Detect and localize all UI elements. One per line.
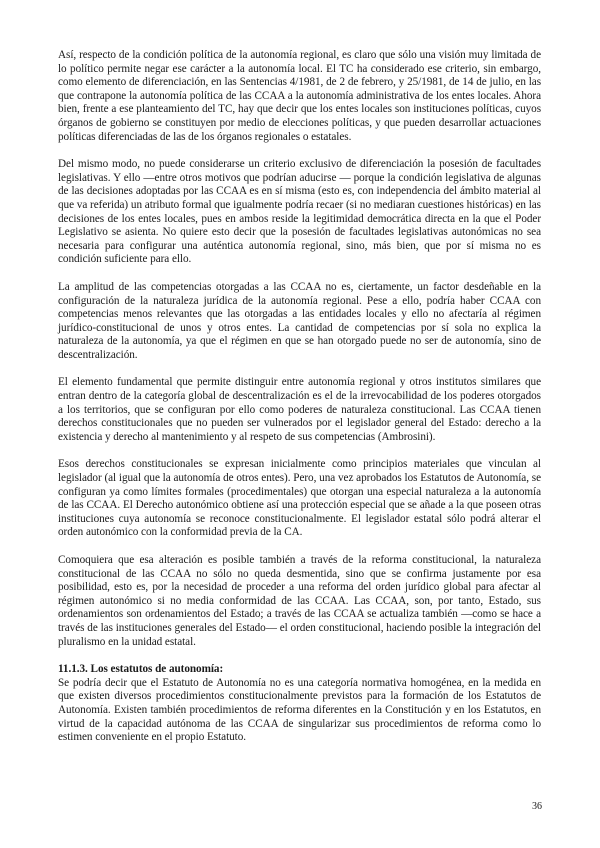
section-paragraph: Se podría decir que el Estatuto de Autonomía no es una categoría normativa homogénea, en la medida en que existen diversos procedimientos constitucionalmente previstos para la formación de los Estatutos de Autonomía. Existen también procedimientos de reforma diferentes en la Constitución y en los Estatutos, en virtud de la capacidad autónoma de las CCAA de singularizar sus procedimientos de reforma como lo estimen conveniente en el propio Estatuto. (58, 676, 541, 744)
document-body (58, 49, 541, 759)
paragraph-6: Comoquiera que esa alteración es posible también a través de la reforma constitucional, la naturaleza constitucional de las CCAA no sólo no queda desmentida, sino que se confirma justamente por esa posibilidad, esto es, por la necesidad de proceder a una reforma del orden jurídico global para afectar al régimen autonómico si no media conformidad de las CCAA. Las CCAA, son, por tanto, Estado, sus ordenamientos son ordenamientos del Estado; a través de las CCAA se actualiza también —como se hace a través de las instituciones generales del Estado— el orden constitucional, haciendo posible la integración del pluralismo en la unidad estatal. (58, 554, 541, 648)
paragraph-2: Del mismo modo, no puede considerarse un criterio exclusivo de diferenciación la posesión de facultades legislativas. Y ello —entre otros motivos que podrían aducirse — porque la condición legislativa de algunas de las decisiones adoptadas por las CCAA es en sí misma (esto es, con independencia del ámbito material al que va referida) un atributo formal que igualmente podría recaer (si no mediaran cuestiones históricas) en las decisiones de los entes locales, pues en ambos reside la legitimidad democrática directa en la que el Poder Legislativo se asienta. No quiere esto decir que la posesión de facultades legislativas autonómicas no sea necesaria para configurar una auténtica autonomía regional, sino, más bien, que por sí misma no es condición suficiente para ello. (58, 158, 541, 266)
paragraph-4: El elemento fundamental que permite distinguir entre autonomía regional y otros institutos similares que entran dentro de la categoría global de descentralización es el de la irrevocabilidad de los poderes otorgados a los territorios, que se configuran por ello como poderes de naturaleza constitucional. Las CCAA tienen derechos constitucionales que no pueden ser vulnerados por el legislador general del Estado: derecho a la existencia y derecho al mantenimiento y al respeto de sus competencias (Ambrosini). (58, 376, 541, 443)
paragraph-1: Así, respecto de la condición política de la autonomía regional, es claro que sólo una visión muy limitada de lo político permite negar ese carácter a la autonomía local. El TC ha considerado ese criterio, sin embargo, como elemento de diferenciación, en las Sentencias 4/1981, de 2 de febrero, y 25/1981, de 14 de julio, en las que contrapone la autonomía política de las CCAA a la autonomía administrativa de los entes locales. Ahora bien, frente a ese planteamiento del TC, hay que decir que los entes locales son instituciones políticas, cuyos órganos de gobierno se constituyen por medio de elecciones políticas, y que pueden desarrollar actuaciones políticas diferenciadas de las de los órganos regionales o estatales. (58, 49, 541, 143)
page-number: 36 (532, 801, 542, 812)
paragraph-3: La amplitud de las competencias otorgadas a las CCAA no es, ciertamente, un factor desdeñable en la configuración de la naturaleza jurídica de la autonomía regional. Pese a ello, podría haber CCAA con competencias menos relevantes que las otorgadas a las entidades locales y ello no afectaría al régimen jurídico-constitucional de unos y otros entes. La cantidad de competencias por sí sola no explica la naturaleza de la autonomía, ya que el régimen en que se han otorgado puede no ser de autonomía, sino de descentralización. (58, 280, 541, 361)
section-heading: 11.1.3. Los estatutos de autonomía: (58, 663, 224, 676)
paragraph-5: Esos derechos constitucionales se expresan inicialmente como principios materiales que vinculan al legislador (al igual que la autonomía de otros entes). Pero, una vez aprobados los Estatutos de Autonomía, se configuran ya como límites formales (procedimentales) que otorgan una especial naturaleza a la autonomía de las CCAA. El Derecho autonómico obtiene así una protección especial que se añade a la que poseen otras instituciones cuya autonomía se reconoce constitucionalmente. El legislador estatal sólo podrá alterar el orden autonómico con la conformidad previa de la CA. (58, 458, 541, 539)
